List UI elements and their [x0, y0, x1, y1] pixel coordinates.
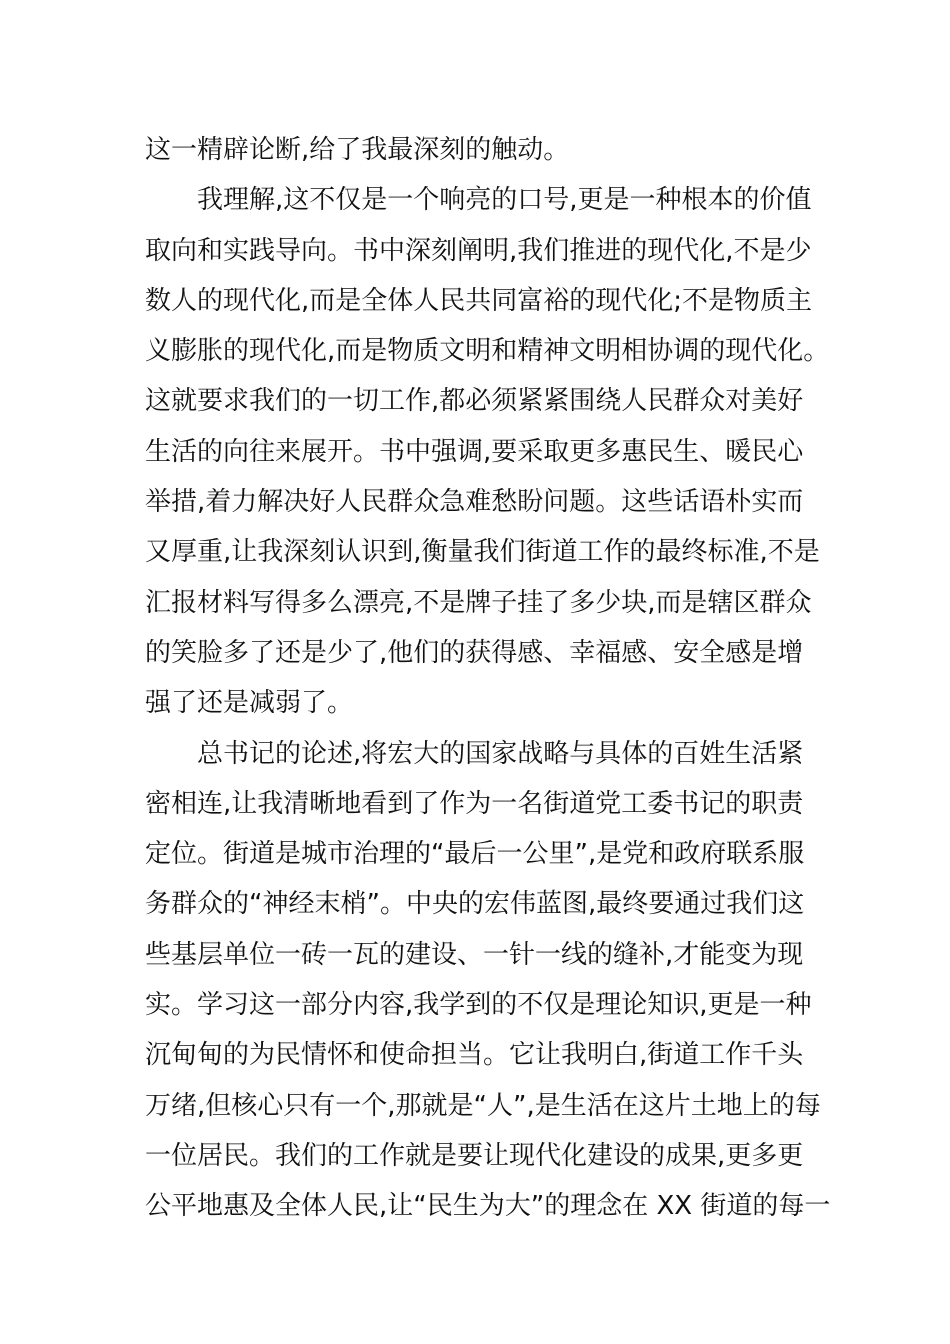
text-line: 又厚重,让我深刻认识到,衡量我们街道工作的最终标准,不是 — [145, 537, 820, 568]
text-line: 些基层单位一砖一瓦的建设、一针一线的缝补,才能变为现 — [145, 939, 804, 970]
text-line: 一位居民。我们的工作就是要让现代化建设的成果,更多更 — [145, 1140, 804, 1171]
text-line: 生活的向往来展开。书中强调,要采取更多惠民生、暖民心 — [145, 436, 804, 467]
text-line: 公平地惠及全体人民,让“民生为大”的理念在 XX 街道的每一 — [145, 1191, 831, 1222]
text-line: 的笑脸多了还是少了,他们的获得感、幸福感、安全感是增 — [145, 637, 804, 668]
text-line: 密相连,让我清晰地看到了作为一名街道党工委书记的职责 — [145, 788, 804, 819]
text-line: 务群众的“神经末梢”。中央的宏伟蓝图,最终要通过我们这 — [145, 889, 805, 920]
text-line: 汇报材料写得多么漂亮,不是牌子挂了多少块,而是辖区群众 — [145, 587, 812, 618]
text-line: 沉甸甸的为民情怀和使命担当。它让我明白,街道工作千头 — [145, 1040, 804, 1071]
text-line: 万绪,但核心只有一个,那就是“人”,是生活在这片土地上的每 — [145, 1090, 821, 1121]
document-body — [145, 125, 831, 1232]
text-line: 这一精辟论断,给了我最深刻的触动。 — [145, 135, 570, 165]
text-line: 举措,着力解决好人民群众急难愁盼问题。这些话语朴实而 — [145, 487, 804, 518]
paragraph-start-line: 我理解,这不仅是一个响亮的口号,更是一种根本的价值 — [197, 185, 812, 216]
paragraph-start-line: 总书记的论述,将宏大的国家战略与具体的百姓生活紧 — [197, 738, 804, 769]
text-line: 取向和实践导向。书中深刻阐明,我们推进的现代化,不是少 — [145, 235, 812, 266]
text-line: 强了还是减弱了。 — [145, 688, 354, 719]
text-line: 定位。街道是城市治理的“最后一公里”,是党和政府联系服 — [145, 839, 805, 870]
text-line: 实。学习这一部分内容,我学到的不仅是理论知识,更是一种 — [145, 990, 812, 1021]
text-line: 义膨胀的现代化,而是物质文明和精神文明相协调的现代化。 — [145, 336, 830, 367]
text-line: 这就要求我们的一切工作,都必须紧紧围绕人民群众对美好 — [145, 386, 804, 417]
text-line: 数人的现代化,而是全体人民共同富裕的现代化;不是物质主 — [145, 285, 813, 316]
